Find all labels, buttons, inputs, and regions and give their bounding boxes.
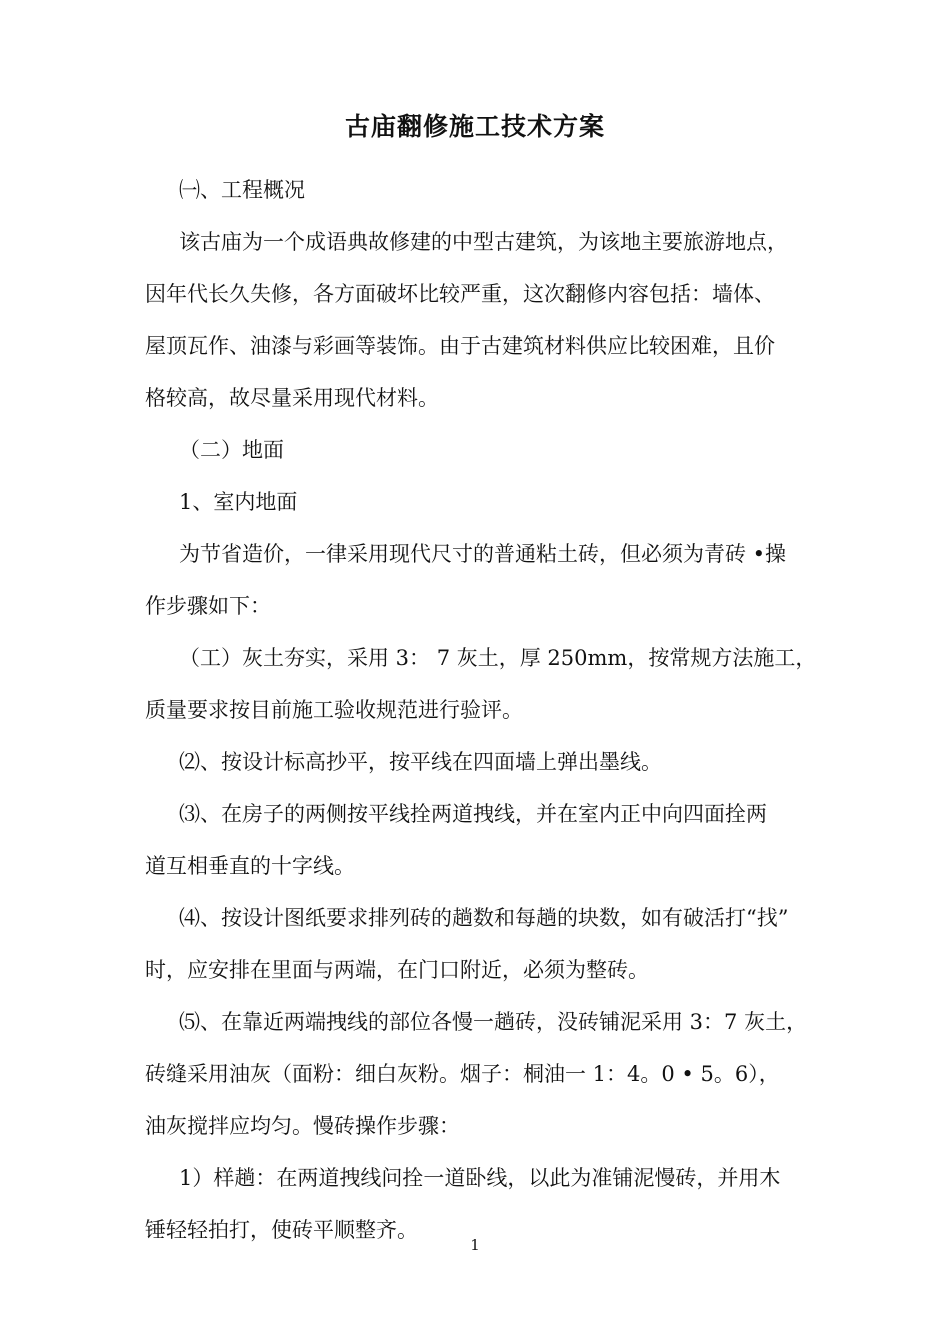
text-line: 作步骤如下： bbox=[145, 594, 271, 618]
text-line: 1、室内地面 bbox=[179, 490, 298, 514]
text-line: 因年代长久失修，各方面破坏比较严重，这次翻修内容包括：墙体、 bbox=[145, 282, 775, 306]
text-line: 1）样趟：在两道拽线问拴一道卧线，以此为准铺泥慢砖，并用木 bbox=[179, 1166, 781, 1190]
text-line: 油灰搅拌应均匀。慢砖操作步骤： bbox=[145, 1114, 460, 1138]
section-heading-overview bbox=[145, 164, 825, 216]
step-1-cont bbox=[145, 684, 825, 736]
step-4 bbox=[145, 892, 825, 944]
text-line: ⑸、在靠近两端拽线的部位各慢一趟砖，没砖铺泥采用 3：7 灰土， bbox=[179, 1010, 808, 1034]
section-heading-ground bbox=[145, 424, 825, 476]
text-line: 锤轻轻拍打，使砖平顺整齐。 bbox=[145, 1218, 418, 1242]
text-line: 时，应安排在里面与两端，在门口附近，必须为整砖。 bbox=[145, 958, 649, 982]
text-line: （工）灰土夯实，采用 3： 7 灰土，厚 250mm，按常规方法施工， bbox=[179, 646, 817, 670]
paragraph-overview bbox=[145, 216, 825, 268]
text-line: 该古庙为一个成语典故修建的中型古建筑，为该地主要旅游地点， bbox=[179, 230, 788, 254]
text-line: （二）地面 bbox=[179, 438, 284, 462]
text-line: 屋顶瓦作、油漆与彩画等装饰。由于古建筑材料供应比较困难，且价 bbox=[145, 334, 775, 358]
item-1 bbox=[145, 1152, 825, 1204]
text-line: 格较高，故尽量采用现代材料。 bbox=[145, 386, 439, 410]
text-line: 为节省造价，一律采用现代尺寸的普通粘土砖，但必须为青砖 •操 bbox=[179, 542, 787, 566]
step-1 bbox=[145, 632, 825, 684]
step-5-cont bbox=[145, 1048, 825, 1152]
paragraph-overview-cont bbox=[145, 268, 825, 424]
text-line: ⑷、按设计图纸要求排列砖的趟数和每趟的块数，如有破活打“找” bbox=[179, 906, 789, 930]
text-line: 道互相垂直的十字线。 bbox=[145, 854, 355, 878]
paragraph-materials-cont bbox=[145, 580, 825, 632]
text-line: ⑶、在房子的两侧按平线拴两道拽线，并在室内正中向四面拴两 bbox=[179, 802, 767, 826]
text-line: 质量要求按目前施工验收规范进行验评。 bbox=[145, 698, 523, 722]
text-line: 砖缝采用油灰（面粉：细白灰粉。烟子：桐油一 1：4。0 • 5。6）， bbox=[145, 1062, 780, 1086]
text-line: ㈠、工程概况 bbox=[179, 178, 305, 202]
step-3-cont bbox=[145, 840, 825, 892]
paragraph-materials bbox=[145, 528, 825, 580]
step-2 bbox=[145, 736, 825, 788]
step-5 bbox=[145, 996, 825, 1048]
page-number: 1 bbox=[470, 1236, 480, 1254]
subsection-heading-indoor-ground bbox=[145, 476, 825, 528]
step-3 bbox=[145, 788, 825, 840]
document-title: 古庙翻修施工技术方案 bbox=[344, 112, 605, 141]
text-line: ⑵、按设计标高抄平，按平线在四面墙上弹出墨线。 bbox=[179, 750, 662, 774]
step-4-cont bbox=[145, 944, 825, 996]
